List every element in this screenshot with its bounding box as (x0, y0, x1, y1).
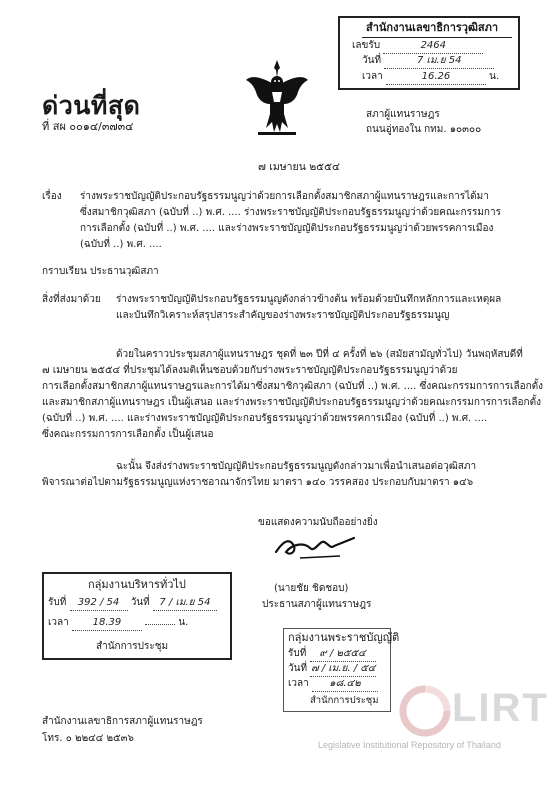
enclosure-line-2: และบันทึกวิเคราะห์สรุปสาระสำคัญของร่างพระราชบัญญัติประกอบรัฐธรรมนูญ (116, 310, 450, 321)
subject-line-2: ซึ่งสมาชิกวุฒิสภา (ฉบับที่ ..) พ.ศ. .... ร่างพระราชบัญญัติประกอบรัฐธรรมนูญว่าด้วยคณะกรรมการ (80, 207, 501, 218)
signer-title: ประธานสภาผู้แทนราษฎร (262, 599, 372, 610)
stamp-acts-title: กลุ่มงานพระราชบัญญัติ (288, 631, 400, 644)
stamp-acts-time-row: เวลา ๑๘.๔๒ (288, 677, 378, 692)
stamp-receive-row: เลขรับ 2464 (352, 39, 483, 54)
body-p1-line-6: ซึ่งคณะกรรมการการเลือกตั้ง เป็นผู้เสนอ (42, 429, 214, 440)
stamp-time-row: เวลา 16.26 น. (362, 70, 499, 85)
enclosure-label: สิ่งที่ส่งมาด้วย (42, 294, 101, 305)
stamp-acts-date-row: วันที่ ๗ / เม.ย. / ๕๔ (288, 662, 376, 677)
lirt-logo-icon (398, 684, 452, 738)
stamp-admin-unit: สำนักการประชุม (96, 641, 169, 652)
signer-name: (นายชัย ชิดชอบ) (274, 583, 349, 594)
closing: ขอแสดงความนับถืออย่างยิ่ง (258, 517, 378, 528)
stamp-acts-unit: สำนักการประชุม (310, 695, 379, 706)
salutation: กราบเรียน ประธานวุฒิสภา (42, 266, 159, 277)
subject-line-1: ร่างพระราชบัญญัติประกอบรัฐธรรมนูญว่าด้วยการเลือกตั้งสมาชิกสภาผู้แทนราษฎรและการได้มา (80, 191, 489, 202)
stamp-admin-receive-row: รับที่ 392 / 54 วันที่ 7 / เม.ย 54 (48, 596, 217, 611)
stamp-acts-receive-row: รับที่ ๙ / ๒๕๕๔ (288, 647, 376, 662)
stamp-admin-title: กลุ่มงานบริหารทั่วไป (88, 578, 186, 591)
enclosure-line-1: ร่างพระราชบัญญัติประกอบรัฐธรรมนูญดังกล่าวข้างต้น พร้อมด้วยบันทึกหลักการและเหตุผล (116, 294, 502, 305)
document-number: ที่ สผ ๐๐๑๔/๓๗๓๔ (42, 120, 134, 133)
body-p2-line-1: ฉะนั้น จึงส่งร่างพระราชบัญญัติประกอบรัฐธรรมนูญดังกล่าวมาเพื่อนำเสนอต่อวุฒิสภา (116, 461, 477, 472)
lirt-brand: LIRT (452, 686, 549, 730)
receiving-stamp-acts (283, 628, 400, 712)
body-p1-line-4: และสมาชิกสภาผู้แทนราษฎร เป็นผู้เสนอ และร่างพระราชบัญญัติประกอบรัฐธรรมนูญว่าด้วยคณะกรรมการการเลือกตั้ง (42, 397, 541, 408)
body-p2-line-2: พิจารณาต่อไปตามรัฐธรรมนูญแห่งราชอาณาจักรไทย มาตรา ๑๔๐ วรรคสอง ประกอบกับมาตรา ๑๔๖ (42, 477, 474, 488)
receiving-stamp-admin (42, 572, 232, 660)
footer-phone: โทร. ๐ ๒๒๔๔ ๒๕๓๖ (42, 733, 134, 744)
subject-line-4: (ฉบับที่ ..) พ.ศ. .... (80, 239, 162, 250)
body-p1-line-3: การเลือกตั้งสมาชิกสภาผู้แทนราษฎรและการได้มาซึ่งสมาชิกวุฒิสภา (ฉบับที่ ..) พ.ศ. .... ซึ่งคณะกรรมการการเลือกตั้ง (42, 381, 544, 392)
letter-date: ๗ เมษายน ๒๕๕๔ (258, 161, 340, 173)
stamp-date-row: วันที่ 7 เม.ย 54 (362, 54, 494, 69)
stamp-title: สำนักงานเลขาธิการวุฒิสภา (366, 21, 499, 34)
lirt-subtitle: Legislative Institutional Repository of Thailand (318, 740, 501, 750)
footer-office: สำนักงานเลขาธิการสภาผู้แทนราษฎร (42, 716, 203, 727)
subject-label: เรื่อง (42, 191, 62, 202)
garuda-emblem-icon (244, 58, 310, 138)
body-p1-line-1: ด้วยในคราวประชุมสภาผู้แทนราษฎร ชุดที่ ๒๓ ปีที่ ๔ ครั้งที่ ๒๖ (สมัยสามัญทั่วไป) วันพฤหัสบดีที่ (116, 349, 523, 360)
receiving-stamp-top (338, 16, 520, 90)
urgency-heading: ด่วนที่สุด (42, 91, 141, 120)
sender-address-line-2: ถนนอู่ทองใน กทม. ๑๐๓๐๐ (366, 124, 482, 135)
sender-address-line-1: สภาผู้แทนราษฎร (366, 109, 440, 120)
signature-mark (270, 530, 360, 564)
body-p1-line-2: ๗ เมษายน ๒๕๕๔ ที่ประชุมได้ลงมติเห็นชอบด้วยกับร่างพระราชบัญญัติประกอบรัฐธรรมนูญว่าด้วย (42, 365, 458, 376)
stamp-admin-time-row: เวลา 18.39 น. (48, 616, 188, 631)
body-p1-line-5: (ฉบับที่ ..) พ.ศ. .... และร่างพระราชบัญญัติประกอบรัฐธรรมนูญว่าด้วยพรรคการเมือง (ฉบับที่ ..) พ.ศ. .... (42, 413, 488, 424)
subject-line-3: การเลือกตั้ง (ฉบับที่ ..) พ.ศ. .... และร่างพระราชบัญญัติประกอบรัฐธรรมนูญว่าด้วยพรรคการเมือง (80, 223, 494, 234)
